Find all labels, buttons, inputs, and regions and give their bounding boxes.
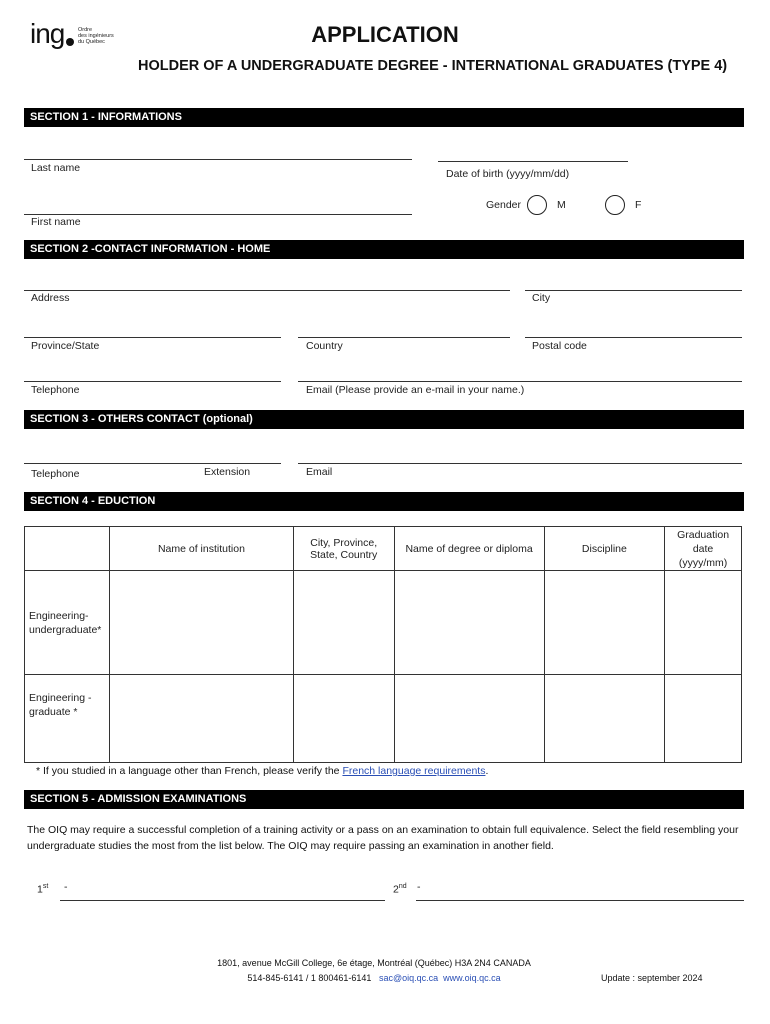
degree-cell[interactable]: [394, 571, 544, 675]
other-email-label: Email: [306, 466, 333, 478]
update-date: Update : september 2024: [601, 973, 703, 983]
gender-f-label: F: [635, 199, 642, 211]
column-header: Name of institution: [109, 527, 293, 571]
language-note: * If you studied in a language other than French, please verify the French language requirements.: [36, 765, 489, 777]
country-label: Country: [306, 340, 343, 352]
address-field[interactable]: [24, 290, 510, 291]
email-field[interactable]: [298, 381, 742, 382]
footer-email-link[interactable]: sac@oiq.qc.ca: [378, 973, 439, 983]
other-telephone-label: Telephone: [31, 468, 80, 480]
gender-m-label: M: [557, 199, 566, 211]
discipline-cell[interactable]: [544, 571, 664, 675]
first-choice-value: -: [64, 881, 68, 893]
province-field[interactable]: [24, 337, 281, 338]
other-email-field[interactable]: [298, 463, 742, 464]
column-header: Discipline: [544, 527, 664, 571]
table-corner-cell: [25, 527, 110, 571]
logo-subtext: Ordre des ingénieurs du Québec: [78, 27, 114, 45]
table-row: [25, 675, 742, 763]
exam-paragraph: The OIQ may require a successful completion of a training activity or a pass on an examination to obtain full equivalence. Select the field resembling your undergraduate studies the most from the list below. The OIQ may require passing an examination in another field.: [27, 824, 739, 852]
country-field[interactable]: [298, 337, 510, 338]
footer-contact: [174, 973, 574, 983]
section1-heading: SECTION 1 - INFORMATIONS: [24, 108, 744, 127]
second-choice-field[interactable]: [416, 900, 744, 901]
gender-f-radio[interactable]: [605, 195, 625, 215]
last-name-field[interactable]: [24, 159, 412, 160]
footer-address: 1801, avenue McGill College, 6e étage, Montréal (Québec) H3A 2N4 CANADA: [217, 958, 531, 968]
date-of-birth-field[interactable]: [438, 161, 628, 162]
institution-cell[interactable]: [109, 571, 293, 675]
first-choice-field[interactable]: [60, 900, 385, 901]
telephone-field[interactable]: [24, 381, 281, 382]
footer-phones: 514-845-6141 / 1 800461-6141: [247, 973, 372, 983]
location-cell[interactable]: [293, 571, 394, 675]
section3-heading: SECTION 3 - OTHERS CONTACT (optional): [24, 410, 744, 429]
footer-website-link[interactable]: www.oiq.qc.ca: [443, 973, 501, 983]
city-field[interactable]: [525, 290, 742, 291]
telephone-label: Telephone: [31, 384, 80, 396]
first-name-label: First name: [31, 216, 81, 228]
degree-cell[interactable]: [394, 675, 544, 763]
last-name-label: Last name: [31, 162, 81, 174]
first-choice-label: 1st: [37, 883, 49, 896]
extension-label: Extension: [204, 466, 251, 478]
first-name-field[interactable]: [24, 214, 412, 215]
graduation-date-cell[interactable]: [665, 675, 742, 763]
column-header: Graduation date (yyyy/mm): [665, 527, 742, 571]
graduation-date-cell[interactable]: [665, 571, 742, 675]
row-header: Engineering - graduate *: [25, 675, 110, 763]
row-header: Engineering-undergraduate*: [25, 571, 110, 675]
page-subtitle: HOLDER OF A UNDERGRADUATE DEGREE - INTERNATIONAL GRADUATES (TYPE 4): [138, 58, 728, 74]
province-label: Province/State: [31, 340, 100, 352]
column-header: City, Province, State, Country: [293, 527, 394, 571]
date-of-birth-label: Date of birth (yyyy/mm/dd): [446, 168, 570, 180]
section2-heading: SECTION 2 -CONTACT INFORMATION - HOME: [24, 240, 744, 259]
second-choice-value: -: [417, 881, 421, 893]
section4-heading: SECTION 4 - EDUCTION: [24, 492, 744, 511]
french-requirements-link[interactable]: French language requirements: [342, 765, 486, 777]
location-cell[interactable]: [293, 675, 394, 763]
email-label: Email (Please provide an e-mail in your name.): [306, 384, 525, 396]
page-title: APPLICATION: [311, 22, 459, 47]
postal-code-field[interactable]: [525, 337, 742, 338]
second-choice-label: 2nd: [393, 883, 407, 896]
education-table: [24, 526, 742, 763]
discipline-cell[interactable]: [544, 675, 664, 763]
table-row: [25, 571, 742, 675]
institution-cell[interactable]: [109, 675, 293, 763]
postal-code-label: Postal code: [532, 340, 587, 352]
gender-label: Gender: [486, 199, 522, 211]
city-label: City: [532, 292, 551, 304]
gender-m-radio[interactable]: [527, 195, 547, 215]
other-telephone-field[interactable]: [24, 463, 281, 464]
section5-heading: SECTION 5 - ADMISSION EXAMINATIONS: [24, 790, 744, 809]
column-header: Name of degree or diploma: [394, 527, 544, 571]
logo-word: ing: [30, 18, 65, 49]
address-label: Address: [31, 292, 70, 304]
table-header-row: [25, 527, 742, 571]
